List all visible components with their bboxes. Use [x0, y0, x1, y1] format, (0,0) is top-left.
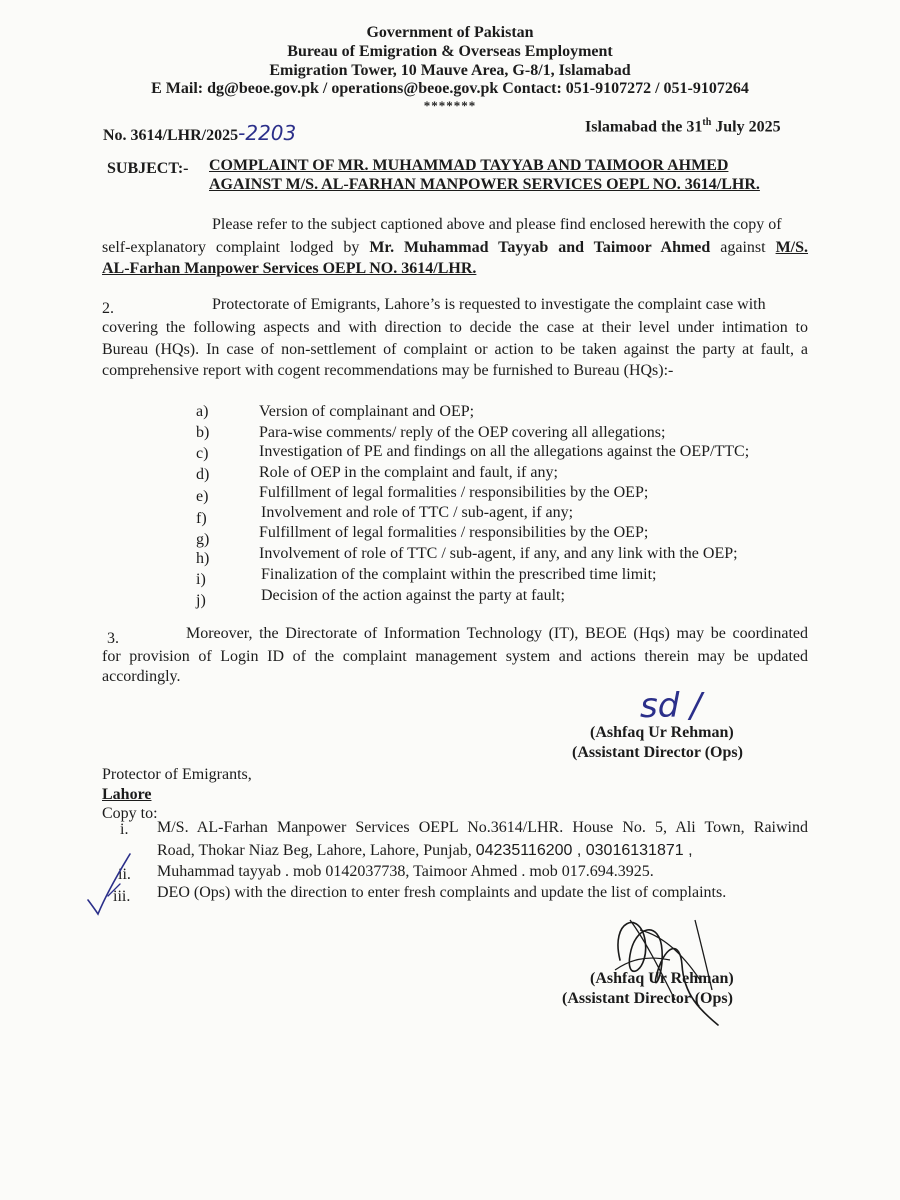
copy-number: ii.	[118, 866, 131, 883]
para2-line-1: Protectorate of Emigrants, Lahore’s is requested to investigate the complaint case with	[212, 296, 766, 313]
handwritten-sd-mark: sd /	[640, 686, 702, 726]
oep-name: AL-Farhan Manpower Services OEPL NO. 3614/LHR.	[102, 260, 477, 277]
complainant-names: Mr. Muhammad Tayyab and Taimoor Ahmed	[369, 239, 711, 256]
subject-line-1: COMPLAINT OF MR. MUHAMMAD TAYYAB AND TAIMOOR AHMED	[209, 157, 729, 174]
aspect-letter: e)	[196, 488, 209, 505]
letterhead-contact: E Mail: dg@beoe.gov.pk / operations@beoe.gov.pk Contact: 051-9107272 / 051-9107264	[151, 80, 749, 97]
para1-line-1: Please refer to the subject captioned above and please find enclosed herewith the copy of	[212, 216, 782, 233]
aspect-item: Role of OEP in the complaint and fault, if any;	[259, 464, 558, 481]
para2-line-4: comprehensive report with cogent recommendations may be furnished to Bureau (HQs):-	[102, 362, 674, 379]
aspect-letter: i)	[196, 571, 206, 588]
oep-address: Road, Thokar Niaz Beg, Lahore, Lahore, Punjab,	[157, 842, 476, 859]
reference-number-text: No. 3614/LHR/2025	[103, 127, 239, 144]
copy-recipient-oep-line-1: M/S. AL-Farhan Manpower Services OEPL No.3614/LHR. House No. 5, Ali Town, Raiwind	[157, 819, 808, 836]
aspect-item: Fulfillment of legal formalities / responsibilities by the OEP;	[259, 524, 649, 541]
oep-phone-numbers: 04235116200 , 03016131871 ,	[475, 842, 693, 859]
aspect-letter: f)	[196, 510, 207, 527]
aspect-letter: a)	[196, 403, 209, 420]
aspect-item: Para-wise comments/ reply of the OEP covering all allegations;	[259, 424, 666, 441]
para1-against: against	[710, 239, 776, 256]
signatory-name: (Ashfaq Ur Rehman)	[590, 724, 734, 741]
letterhead-government: Government of Pakistan	[366, 24, 534, 41]
handwritten-signature-icon	[600, 900, 750, 1030]
para3-line-2: for provision of Login ID of the complaint management system and actions therein may be updated	[102, 648, 808, 665]
letterhead-address: Emigration Tower, 10 Mauve Area, G-8/1, Islamabad	[269, 62, 631, 79]
oep-name-start: M/S.	[775, 239, 809, 256]
letterhead-divider-stars: *******	[423, 98, 477, 113]
aspect-letter: d)	[196, 466, 210, 483]
checkmark-icon	[86, 850, 136, 920]
subject-label: SUBJECT:-	[107, 160, 189, 177]
aspect-item: Investigation of PE and findings on all the allegations against the OEP/TTC;	[259, 443, 750, 460]
letterhead-bureau: Bureau of Emigration & Overseas Employment	[287, 43, 613, 60]
para1-text: self-explanatory complaint lodged by	[102, 239, 370, 256]
signatory-name-2: (Ashfaq Ur Rehman)	[590, 970, 734, 987]
aspect-letter: g)	[196, 531, 210, 548]
date-prefix: Islamabad the 31	[585, 118, 703, 136]
para3-line-1: Moreover, the Directorate of Information Technology (IT), BEOE (Hqs) may be coordinated	[186, 625, 808, 642]
copy-recipient-complainants: Muhammad tayyab . mob 0142037738, Taimoor Ahmed . mob 017.694.3925.	[157, 863, 654, 880]
para3-line-3: accordingly.	[102, 668, 181, 685]
signatory-title: (Assistant Director (Ops)	[572, 744, 743, 761]
aspect-item: Involvement and role of TTC / sub-agent, if any;	[261, 504, 574, 521]
copy-recipient-deo: DEO (Ops) with the direction to enter fresh complaints and update the list of complaints.	[157, 884, 727, 901]
para2-line-2: covering the following aspects and with direction to decide the case at their level under intimation to	[102, 319, 808, 336]
para2-number: 2.	[102, 300, 114, 317]
copy-to-label: Copy to:	[102, 805, 158, 822]
aspect-letter: c)	[196, 445, 209, 462]
reference-number	[103, 121, 296, 145]
handwritten-diary-number: -2203	[238, 121, 297, 145]
aspect-letter: b)	[196, 424, 210, 441]
para2-line-3: Bureau (HQs). In case of non-settlement of complaint or action to be taken against the party at fault, a	[102, 341, 808, 358]
para1-line-2	[102, 237, 808, 259]
copy-recipient-oep-line-2	[157, 842, 693, 860]
addressee-line: Protector of Emigrants,	[102, 766, 252, 783]
aspect-item: Version of complainant and OEP;	[259, 403, 475, 420]
aspect-letter: h)	[196, 550, 210, 567]
addressee-city: Lahore	[102, 786, 152, 803]
aspect-item: Fulfillment of legal formalities / responsibilities by the OEP;	[259, 484, 649, 501]
signatory-title-2: (Assistant Director (Ops)	[562, 990, 733, 1007]
date-superscript: th	[702, 117, 712, 128]
copy-number: iii.	[113, 888, 131, 905]
subject-line-2: AGAINST M/S. AL-FARHAN MANPOWER SERVICES OEPL NO. 3614/LHR.	[209, 176, 760, 193]
copy-number: i.	[120, 821, 129, 838]
aspect-letter: j)	[196, 592, 206, 609]
place-and-date	[585, 117, 781, 136]
aspect-item: Involvement of role of TTC / sub-agent, if any, and any link with the OEP;	[259, 545, 738, 562]
date-suffix: July 2025	[711, 118, 781, 136]
aspect-item: Finalization of the complaint within the prescribed time limit;	[261, 566, 657, 583]
aspect-item: Decision of the action against the party at fault;	[261, 587, 565, 604]
para3-number: 3.	[107, 630, 119, 647]
